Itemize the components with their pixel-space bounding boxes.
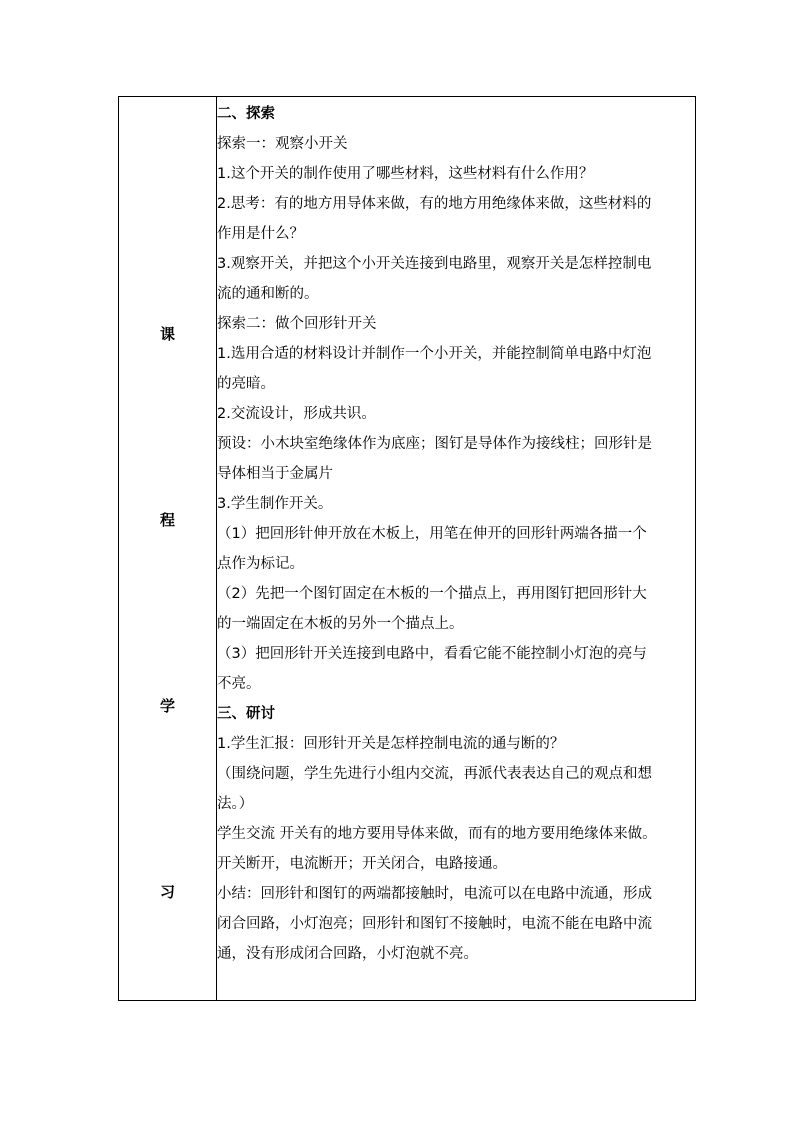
content-line: 预设：小木块室绝缘体作为底座；图钉是导体作为接线柱；回形针是 [217, 436, 652, 452]
content-line: 的亮暗。 [217, 376, 275, 392]
section-heading: 二、探索 [217, 106, 275, 122]
content-line: 导体相当于金属片 [217, 466, 333, 482]
content-line: 的一端固定在木板的另外一个描点上。 [217, 616, 464, 632]
content-line: （1）把回形针伸开放在木板上，用笔在伸开的回形针两端各描一个 [217, 526, 647, 542]
side-label-char-2: 程 [159, 511, 175, 529]
content-line: 开关断开，电流断开；开关闭合，电路接通。 [217, 856, 507, 872]
content-line: （围绕问题，学生先进行小组内交流，再派代表表达自己的观点和想 [217, 766, 652, 782]
content-line: 小结：回形针和图钉的两端都接触时，电流可以在电路中流通，形成 [217, 886, 652, 902]
content-line: 作用是什么？ [217, 226, 304, 242]
content-line: 1.选用合适的材料设计并制作一个小开关，并能控制简单电路中灯泡 [217, 346, 652, 362]
side-label-char-4: 习 [159, 883, 175, 901]
side-label-char-1: 课 [159, 325, 175, 343]
content-line: 不亮。 [217, 676, 261, 692]
side-label-char-3: 学 [159, 697, 175, 715]
content-line: （3）把回形针开关连接到电路中，看看它能不能控制小灯泡的亮与 [217, 646, 647, 662]
content-line: 1.学生汇报：回形针开关是怎样控制电流的通与断的？ [217, 736, 565, 752]
content-line: 探索二：做个回形针开关 [217, 316, 377, 332]
lesson-content [217, 99, 697, 969]
lesson-table [118, 96, 696, 1001]
content-line: 2.思考：有的地方用导体来做，有的地方用绝缘体来做，这些材料的 [217, 196, 652, 212]
content-line: 探索一：观察小开关 [217, 136, 348, 152]
content-line: 点作为标记。 [217, 556, 304, 572]
content-line: 法。） [217, 796, 254, 812]
section-heading: 三、研讨 [217, 706, 275, 722]
content-line: 1.这个开关的制作使用了哪些材料，这些材料有什么作用？ [217, 166, 594, 182]
content-line: 3.观察开关，并把这个小开关连接到电路里，观察开关是怎样控制电 [217, 256, 652, 272]
content-line: 流的通和断的。 [217, 286, 319, 302]
content-line: （2）先把一个图钉固定在木板的一个描点上，再用图钉把回形针大 [217, 586, 647, 602]
content-line: 2.交流设计，形成共识。 [217, 406, 376, 422]
content-line: 3.学生制作开关。 [217, 496, 333, 512]
content-line: 闭合回路，小灯泡亮；回形针和图钉不接触时，电流不能在电路中流 [217, 916, 652, 932]
content-line: 通，没有形成闭合回路，小灯泡就不亮。 [217, 946, 478, 962]
content-line: 学生交流 开关有的地方要用导体来做，而有的地方要用绝缘体来做。 [217, 826, 657, 842]
